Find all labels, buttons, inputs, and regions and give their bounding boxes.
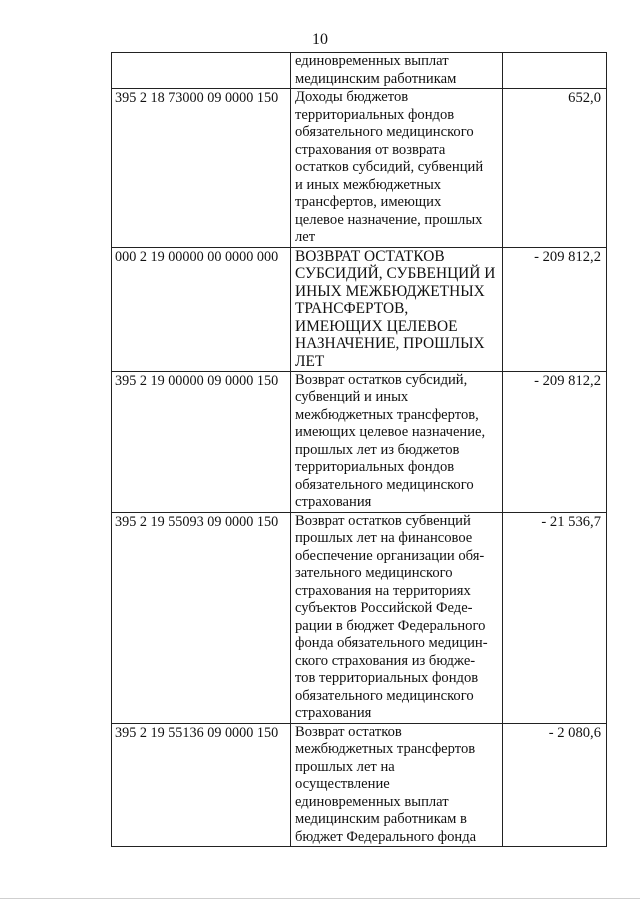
- income-name-line: прошлых лет на финансовое: [295, 530, 473, 547]
- income-name-line: целевое назначение, прошлых: [295, 211, 483, 228]
- amount-value: - 209 812,2: [503, 247, 607, 371]
- amount-value: - 209 812,2: [503, 371, 607, 512]
- income-name-line: единовременных выплат: [295, 793, 449, 810]
- income-name-line: ВОЗВРАТ ОСТАТКОВ: [295, 247, 445, 265]
- income-name-line: обеспечение организации обя-: [295, 547, 485, 564]
- income-name-line: Возврат остатков субвенций: [295, 512, 471, 529]
- income-name-line: ИМЕЮЩИХ ЦЕЛЕВОЕ: [295, 317, 458, 335]
- amount-value: - 2 080,6: [503, 723, 607, 847]
- amount-value: [503, 53, 607, 89]
- amount-value: 652,0: [503, 89, 607, 248]
- income-name-line: страхования: [295, 705, 372, 722]
- income-name-line: субъектов Российской Феде-: [295, 600, 473, 617]
- income-name-line: территориальных фондов: [295, 459, 455, 476]
- income-name: [291, 723, 503, 847]
- income-name: [291, 371, 503, 512]
- table-body: [112, 53, 607, 847]
- budget-classification-code: 395 2 18 73000 09 0000 150: [112, 89, 291, 248]
- income-name-line: Доходы бюджетов: [295, 89, 409, 105]
- income-name-line: обязательного медицинского: [295, 124, 474, 140]
- income-name-line: и иных межбюджетных: [295, 176, 442, 193]
- budget-classification-code: 395 2 19 00000 09 0000 150: [112, 371, 291, 512]
- budget-classification-code: 395 2 19 55136 09 0000 150: [112, 723, 291, 847]
- income-name-line: Возврат остатков: [295, 723, 402, 740]
- income-name-line: тов территориальных фондов: [295, 670, 479, 687]
- income-name-line: трансфертов, имеющих: [295, 194, 442, 210]
- income-name-line: прошлых лет на: [295, 758, 395, 775]
- income-name-line: ского страхования из бюдже-: [295, 652, 476, 669]
- income-name-line: ЛЕТ: [295, 353, 325, 371]
- income-name-line: обязательного медицинского: [295, 476, 474, 493]
- table-row: [112, 89, 607, 248]
- income-name-line: осуществление: [295, 776, 390, 793]
- income-name-line: лет: [295, 229, 316, 245]
- table-row: [112, 723, 607, 847]
- income-name-line: единовременных выплат: [295, 53, 449, 69]
- table-row: [112, 512, 607, 723]
- income-name-line: зательного медицинского: [295, 565, 453, 582]
- income-name-line: территориальных фондов: [295, 106, 455, 123]
- budget-classification-code: 395 2 19 55093 09 0000 150: [112, 512, 291, 723]
- income-name-line: медицинским работникам: [295, 70, 457, 87]
- income-name-line: страхования на территориях: [295, 582, 471, 599]
- income-name-line: обязательного медицинского: [295, 687, 474, 704]
- income-name-line: имеющих целевое назначение,: [295, 424, 486, 441]
- income-name-line: медицинским работникам в: [295, 811, 467, 828]
- income-name-line: ТРАНСФЕРТОВ,: [295, 300, 409, 318]
- income-name-line: межбюджетных трансфертов,: [295, 406, 479, 423]
- income-name-line: СУБСИДИЙ, СУБВЕНЦИЙ И: [295, 265, 496, 283]
- income-name-line: ИНЫХ МЕЖБЮДЖЕТНЫХ: [295, 282, 485, 300]
- amount-value: - 21 536,7: [503, 512, 607, 723]
- budget-classification-code: [112, 53, 291, 89]
- income-name: [291, 89, 503, 248]
- income-name-line: остатков субсидий, субвенций: [295, 159, 484, 175]
- table-row: [112, 371, 607, 512]
- income-name-line: прошлых лет из бюджетов: [295, 441, 460, 458]
- income-name-line: НАЗНАЧЕНИЕ, ПРОШЛЫХ: [295, 335, 485, 353]
- income-name-line: субвенций и иных: [295, 389, 409, 406]
- budget-table: [111, 52, 607, 847]
- income-name-line: страхования: [295, 494, 372, 511]
- table-row: [112, 247, 607, 371]
- income-name-line: рации в бюджет Федерального: [295, 617, 486, 634]
- page-number: 10: [312, 31, 328, 48]
- income-name: [291, 247, 503, 371]
- income-name-line: Возврат остатков субсидий,: [295, 371, 468, 388]
- table-row: [112, 53, 607, 89]
- budget-classification-code: 000 2 19 00000 00 0000 000: [112, 247, 291, 371]
- income-name-line: межбюджетных трансфертов: [295, 741, 476, 758]
- page-bottom-edge: [0, 898, 640, 899]
- income-name: [291, 53, 503, 89]
- income-name: [291, 512, 503, 723]
- income-name-line: бюджет Федерального фонда: [295, 828, 477, 845]
- income-name-line: фонда обязательного медицин-: [295, 635, 488, 652]
- income-name-line: страхования от возврата: [295, 141, 446, 158]
